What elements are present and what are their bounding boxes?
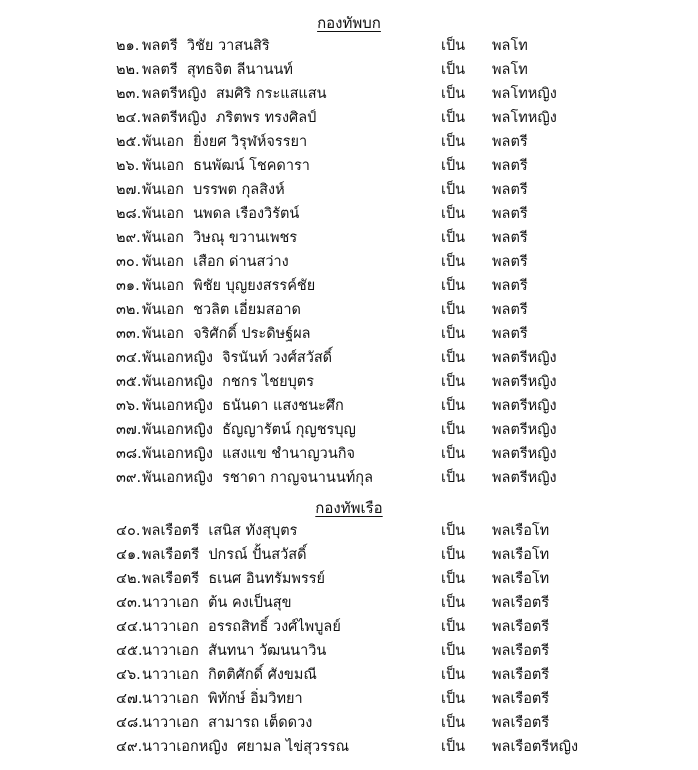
item-rank-and-name xyxy=(142,520,297,543)
item-rank-and-name xyxy=(142,227,297,250)
item-rank: นาวาเอก xyxy=(142,667,199,683)
item-number: ๒๓. xyxy=(116,86,141,102)
list-item xyxy=(0,59,698,82)
item-name: สมศิริ กระแสแสน xyxy=(215,86,327,102)
item-connector: เป็น xyxy=(441,230,466,246)
item-connector: เป็น xyxy=(441,302,466,318)
item-new-rank: พลตรีหญิง xyxy=(492,470,557,486)
item-number: ๓๗. xyxy=(116,422,142,438)
list-item xyxy=(0,616,698,639)
item-name: ชวลิต เอี่ยมสอาด xyxy=(193,302,301,318)
item-connector: เป็น xyxy=(441,254,466,270)
item-connector: เป็น xyxy=(441,715,466,731)
item-number: ๒๑. xyxy=(116,38,140,54)
item-rank-and-name xyxy=(142,251,289,274)
item-new-rank: พลเรือโท xyxy=(492,571,550,587)
item-rank: พลตรี xyxy=(142,62,178,78)
item-number: ๒๔. xyxy=(116,110,142,126)
list-item xyxy=(0,299,698,322)
item-number: ๓๖. xyxy=(116,398,140,414)
item-connector: เป็น xyxy=(441,110,466,126)
list-item xyxy=(0,736,698,759)
item-number: ๓๙. xyxy=(116,470,142,486)
item-new-rank: พลเรือตรี xyxy=(492,667,550,683)
item-name: ธนพัฒน์ โชคดารา xyxy=(193,158,310,174)
item-connector: เป็น xyxy=(441,691,466,707)
list-item xyxy=(0,131,698,154)
item-number: ๔๐. xyxy=(116,523,141,539)
item-rank: พันเอก xyxy=(142,278,184,294)
item-rank-and-name xyxy=(142,107,316,130)
item-rank: พันเอกหญิง xyxy=(142,350,213,366)
item-new-rank: พลโท xyxy=(492,62,528,78)
item-connector: เป็น xyxy=(441,278,466,294)
list-item xyxy=(0,520,698,543)
section-heading-navy xyxy=(0,497,698,519)
item-number: ๔๔. xyxy=(116,619,143,635)
item-name: บรรพต กุลสิงห์ xyxy=(193,182,285,198)
item-connector: เป็น xyxy=(441,206,466,222)
item-rank-and-name xyxy=(142,688,303,711)
item-new-rank: พลเรือตรี xyxy=(492,619,550,635)
item-name: ต้น คงเป็นสุข xyxy=(208,595,292,611)
item-number: ๓๑. xyxy=(116,278,140,294)
item-name: สามารถ เต็ดดวง xyxy=(208,715,313,731)
item-new-rank: พลโทหญิง xyxy=(492,110,557,126)
item-rank-and-name xyxy=(142,592,292,615)
item-new-rank: พลตรีหญิง xyxy=(492,350,557,366)
item-new-rank: พลตรี xyxy=(492,158,528,174)
item-new-rank: พลตรี xyxy=(492,278,528,294)
item-rank: พันเอก xyxy=(142,230,184,246)
list-item xyxy=(0,712,698,735)
item-connector: เป็น xyxy=(441,667,466,683)
item-new-rank: พลตรี xyxy=(492,254,528,270)
item-name: พิทักษ์ อิ่มวิทยา xyxy=(208,691,303,707)
item-rank: พันเอก xyxy=(142,302,184,318)
item-connector: เป็น xyxy=(441,619,466,635)
item-number: ๔๕. xyxy=(116,643,143,659)
item-connector: เป็น xyxy=(441,38,466,54)
item-rank: พันเอกหญิง xyxy=(142,470,213,486)
item-rank: นาวาเอก xyxy=(142,715,199,731)
item-new-rank: พลเรือตรี xyxy=(492,691,550,707)
item-number: ๒๙. xyxy=(116,230,141,246)
item-rank-and-name xyxy=(142,371,314,394)
item-rank: พลเรือตรี xyxy=(142,523,200,539)
item-connector: เป็น xyxy=(441,398,466,414)
item-new-rank: พลตรีหญิง xyxy=(492,446,557,462)
item-number: ๔๘. xyxy=(116,715,143,731)
item-new-rank: พลตรี xyxy=(492,134,528,150)
item-connector: เป็น xyxy=(441,326,466,342)
item-rank-and-name xyxy=(142,347,332,370)
item-rank: พลตรี xyxy=(142,38,178,54)
list-item xyxy=(0,592,698,615)
item-connector: เป็น xyxy=(441,446,466,462)
list-item xyxy=(0,395,698,418)
item-connector: เป็น xyxy=(441,470,466,486)
item-name: เสือก ด่านสว่าง xyxy=(193,254,289,270)
item-connector: เป็น xyxy=(441,158,466,174)
item-number: ๓๘. xyxy=(116,446,142,462)
item-rank-and-name xyxy=(142,395,344,418)
item-name: กิตติศักดิ์ ศังขมณี xyxy=(208,667,317,683)
item-connector: เป็น xyxy=(441,134,466,150)
item-name: พิชัย บุญยงสรรค์ชัย xyxy=(193,278,316,294)
item-rank: พลตรีหญิง xyxy=(142,86,207,102)
item-name: ธนันดา แสงชนะศึก xyxy=(222,398,344,414)
item-rank: นาวาเอก xyxy=(142,595,199,611)
list-item xyxy=(0,227,698,250)
item-new-rank: พลเรือโท xyxy=(492,523,550,539)
list-item xyxy=(0,155,698,178)
item-rank-and-name xyxy=(142,155,310,178)
item-connector: เป็น xyxy=(441,523,466,539)
list-item xyxy=(0,544,698,567)
item-rank: พลตรีหญิง xyxy=(142,110,207,126)
item-rank: พันเอก xyxy=(142,158,184,174)
item-rank: พลเรือตรี xyxy=(142,571,200,587)
item-name: วิชัย วาสนสิริ xyxy=(186,38,270,54)
item-rank-and-name xyxy=(142,712,312,735)
item-new-rank: พลตรี xyxy=(492,302,528,318)
item-rank-and-name xyxy=(142,419,356,442)
item-new-rank: พลตรี xyxy=(492,206,528,222)
item-rank-and-name xyxy=(142,467,373,490)
item-name: ศยามล ไข่สุวรรณ xyxy=(237,739,350,755)
item-name: แสงแข ชำนาญวนกิจ xyxy=(222,446,356,462)
item-number: ๒๗. xyxy=(116,182,142,198)
item-connector: เป็น xyxy=(441,571,466,587)
item-number: ๒๖. xyxy=(116,158,140,174)
item-connector: เป็น xyxy=(441,62,466,78)
item-name: ธเนศ อินทรัมพรรย์ xyxy=(208,571,326,587)
item-number: ๓๓. xyxy=(116,326,141,342)
item-number: ๒๘. xyxy=(116,206,142,222)
item-name: รชาดา กาญจนานนท์กุล xyxy=(222,470,373,486)
item-number: ๒๒. xyxy=(116,62,140,78)
item-rank-and-name xyxy=(142,59,293,82)
list-item xyxy=(0,568,698,591)
item-rank: นาวาเอก xyxy=(142,619,199,635)
item-name: ภริตพร ทรงศิลป์ xyxy=(215,110,317,126)
list-item xyxy=(0,179,698,202)
item-number: ๔๒. xyxy=(116,571,142,587)
list-item xyxy=(0,323,698,346)
list-item xyxy=(0,443,698,466)
item-name: ยิ่งยศ วิรุฬห์จรรยา xyxy=(193,134,308,150)
item-new-rank: พลตรีหญิง xyxy=(492,398,557,414)
list-item xyxy=(0,203,698,226)
list-item xyxy=(0,35,698,58)
item-name: จริศักดิ์ ประดิษฐ์ผล xyxy=(193,326,311,342)
item-name: สุทธจิต ลีนานนท์ xyxy=(186,62,293,78)
item-rank-and-name xyxy=(142,131,307,154)
item-connector: เป็น xyxy=(441,643,466,659)
list-item xyxy=(0,640,698,663)
item-rank-and-name xyxy=(142,83,327,106)
item-number: ๒๕. xyxy=(116,134,142,150)
item-rank: พันเอก xyxy=(142,254,184,270)
item-connector: เป็น xyxy=(441,547,466,563)
item-number: ๓๔. xyxy=(116,350,142,366)
item-name: นพดล เรืองวิรัตน์ xyxy=(193,206,300,222)
item-number: ๓๒. xyxy=(116,302,141,318)
item-rank-and-name xyxy=(142,323,311,346)
item-rank-and-name xyxy=(142,616,341,639)
item-rank-and-name xyxy=(142,544,307,567)
item-connector: เป็น xyxy=(441,595,466,611)
item-number: ๔๑. xyxy=(116,547,141,563)
item-name: วิษณุ ขวานเพชร xyxy=(193,230,298,246)
item-rank-and-name xyxy=(142,179,285,202)
item-new-rank: พลตรีหญิง xyxy=(492,374,557,390)
item-rank: พันเอก xyxy=(142,182,184,198)
item-rank-and-name xyxy=(142,203,299,226)
list-item xyxy=(0,251,698,274)
item-number: ๓๕. xyxy=(116,374,142,390)
item-new-rank: พลเรือตรีหญิง xyxy=(492,739,579,755)
section-heading-army xyxy=(0,12,698,34)
item-new-rank: พลเรือตรี xyxy=(492,595,550,611)
item-new-rank: พลตรี xyxy=(492,230,528,246)
item-new-rank: พลเรือโท xyxy=(492,547,550,563)
item-new-rank: พลตรี xyxy=(492,326,528,342)
item-rank: พันเอก xyxy=(142,134,184,150)
item-rank: พันเอกหญิง xyxy=(142,398,213,414)
item-rank: นาวาเอก xyxy=(142,691,199,707)
item-new-rank: พลเรือตรี xyxy=(492,715,550,731)
item-number: ๔๓. xyxy=(116,595,142,611)
item-new-rank: พลตรี xyxy=(492,182,528,198)
list-item xyxy=(0,347,698,370)
item-name: กชกร ไชยบุตร xyxy=(222,374,314,390)
item-rank-and-name xyxy=(142,275,315,298)
list-item xyxy=(0,371,698,394)
item-rank: พันเอก xyxy=(142,206,184,222)
item-connector: เป็น xyxy=(441,86,466,102)
item-number: ๓๐. xyxy=(116,254,140,270)
item-number: ๔๙. xyxy=(116,739,143,755)
item-rank: พันเอกหญิง xyxy=(142,446,213,462)
item-new-rank: พลตรีหญิง xyxy=(492,422,557,438)
item-new-rank: พลโทหญิง xyxy=(492,86,557,102)
item-name: จิรนันท์ วงศ์สวัสดิ์ xyxy=(222,350,333,366)
item-rank: พันเอก xyxy=(142,326,184,342)
list-item xyxy=(0,275,698,298)
item-rank-and-name xyxy=(142,35,270,58)
item-number: ๔๖. xyxy=(116,667,141,683)
item-connector: เป็น xyxy=(441,350,466,366)
section-heading-text: กองทัพเรือ xyxy=(315,499,383,517)
list-item xyxy=(0,467,698,490)
item-rank: นาวาเอกหญิง xyxy=(142,739,228,755)
item-rank-and-name xyxy=(142,664,317,687)
item-connector: เป็น xyxy=(441,422,466,438)
item-rank-and-name xyxy=(142,443,355,466)
list-item xyxy=(0,83,698,106)
item-name: เสนิส ทังสุบุตร xyxy=(208,523,298,539)
item-rank: พันเอกหญิง xyxy=(142,374,213,390)
item-new-rank: พลโท xyxy=(492,38,528,54)
item-rank: พลเรือตรี xyxy=(142,547,200,563)
list-item xyxy=(0,107,698,130)
item-rank-and-name xyxy=(142,736,349,759)
item-rank-and-name xyxy=(142,640,326,663)
item-connector: เป็น xyxy=(441,374,466,390)
item-new-rank: พลเรือตรี xyxy=(492,643,550,659)
list-item xyxy=(0,664,698,687)
item-name: ปกรณ์ ปั้นสวัสดิ์ xyxy=(208,547,307,563)
item-rank-and-name xyxy=(142,568,325,591)
section-heading-text: กองทัพบก xyxy=(317,14,381,32)
item-number: ๔๗. xyxy=(116,691,143,707)
item-rank-and-name xyxy=(142,299,301,322)
list-item xyxy=(0,688,698,711)
item-connector: เป็น xyxy=(441,182,466,198)
item-connector: เป็น xyxy=(441,739,466,755)
list-item xyxy=(0,419,698,442)
item-name: อรรถสิทธิ์ วงศ์ไพบูลย์ xyxy=(208,619,341,635)
item-rank: นาวาเอก xyxy=(142,643,199,659)
item-rank: พันเอกหญิง xyxy=(142,422,213,438)
item-name: สันทนา วัฒนนาวิน xyxy=(208,643,327,659)
item-name: ธัญญารัตน์ กุญชรบุญ xyxy=(222,422,356,438)
